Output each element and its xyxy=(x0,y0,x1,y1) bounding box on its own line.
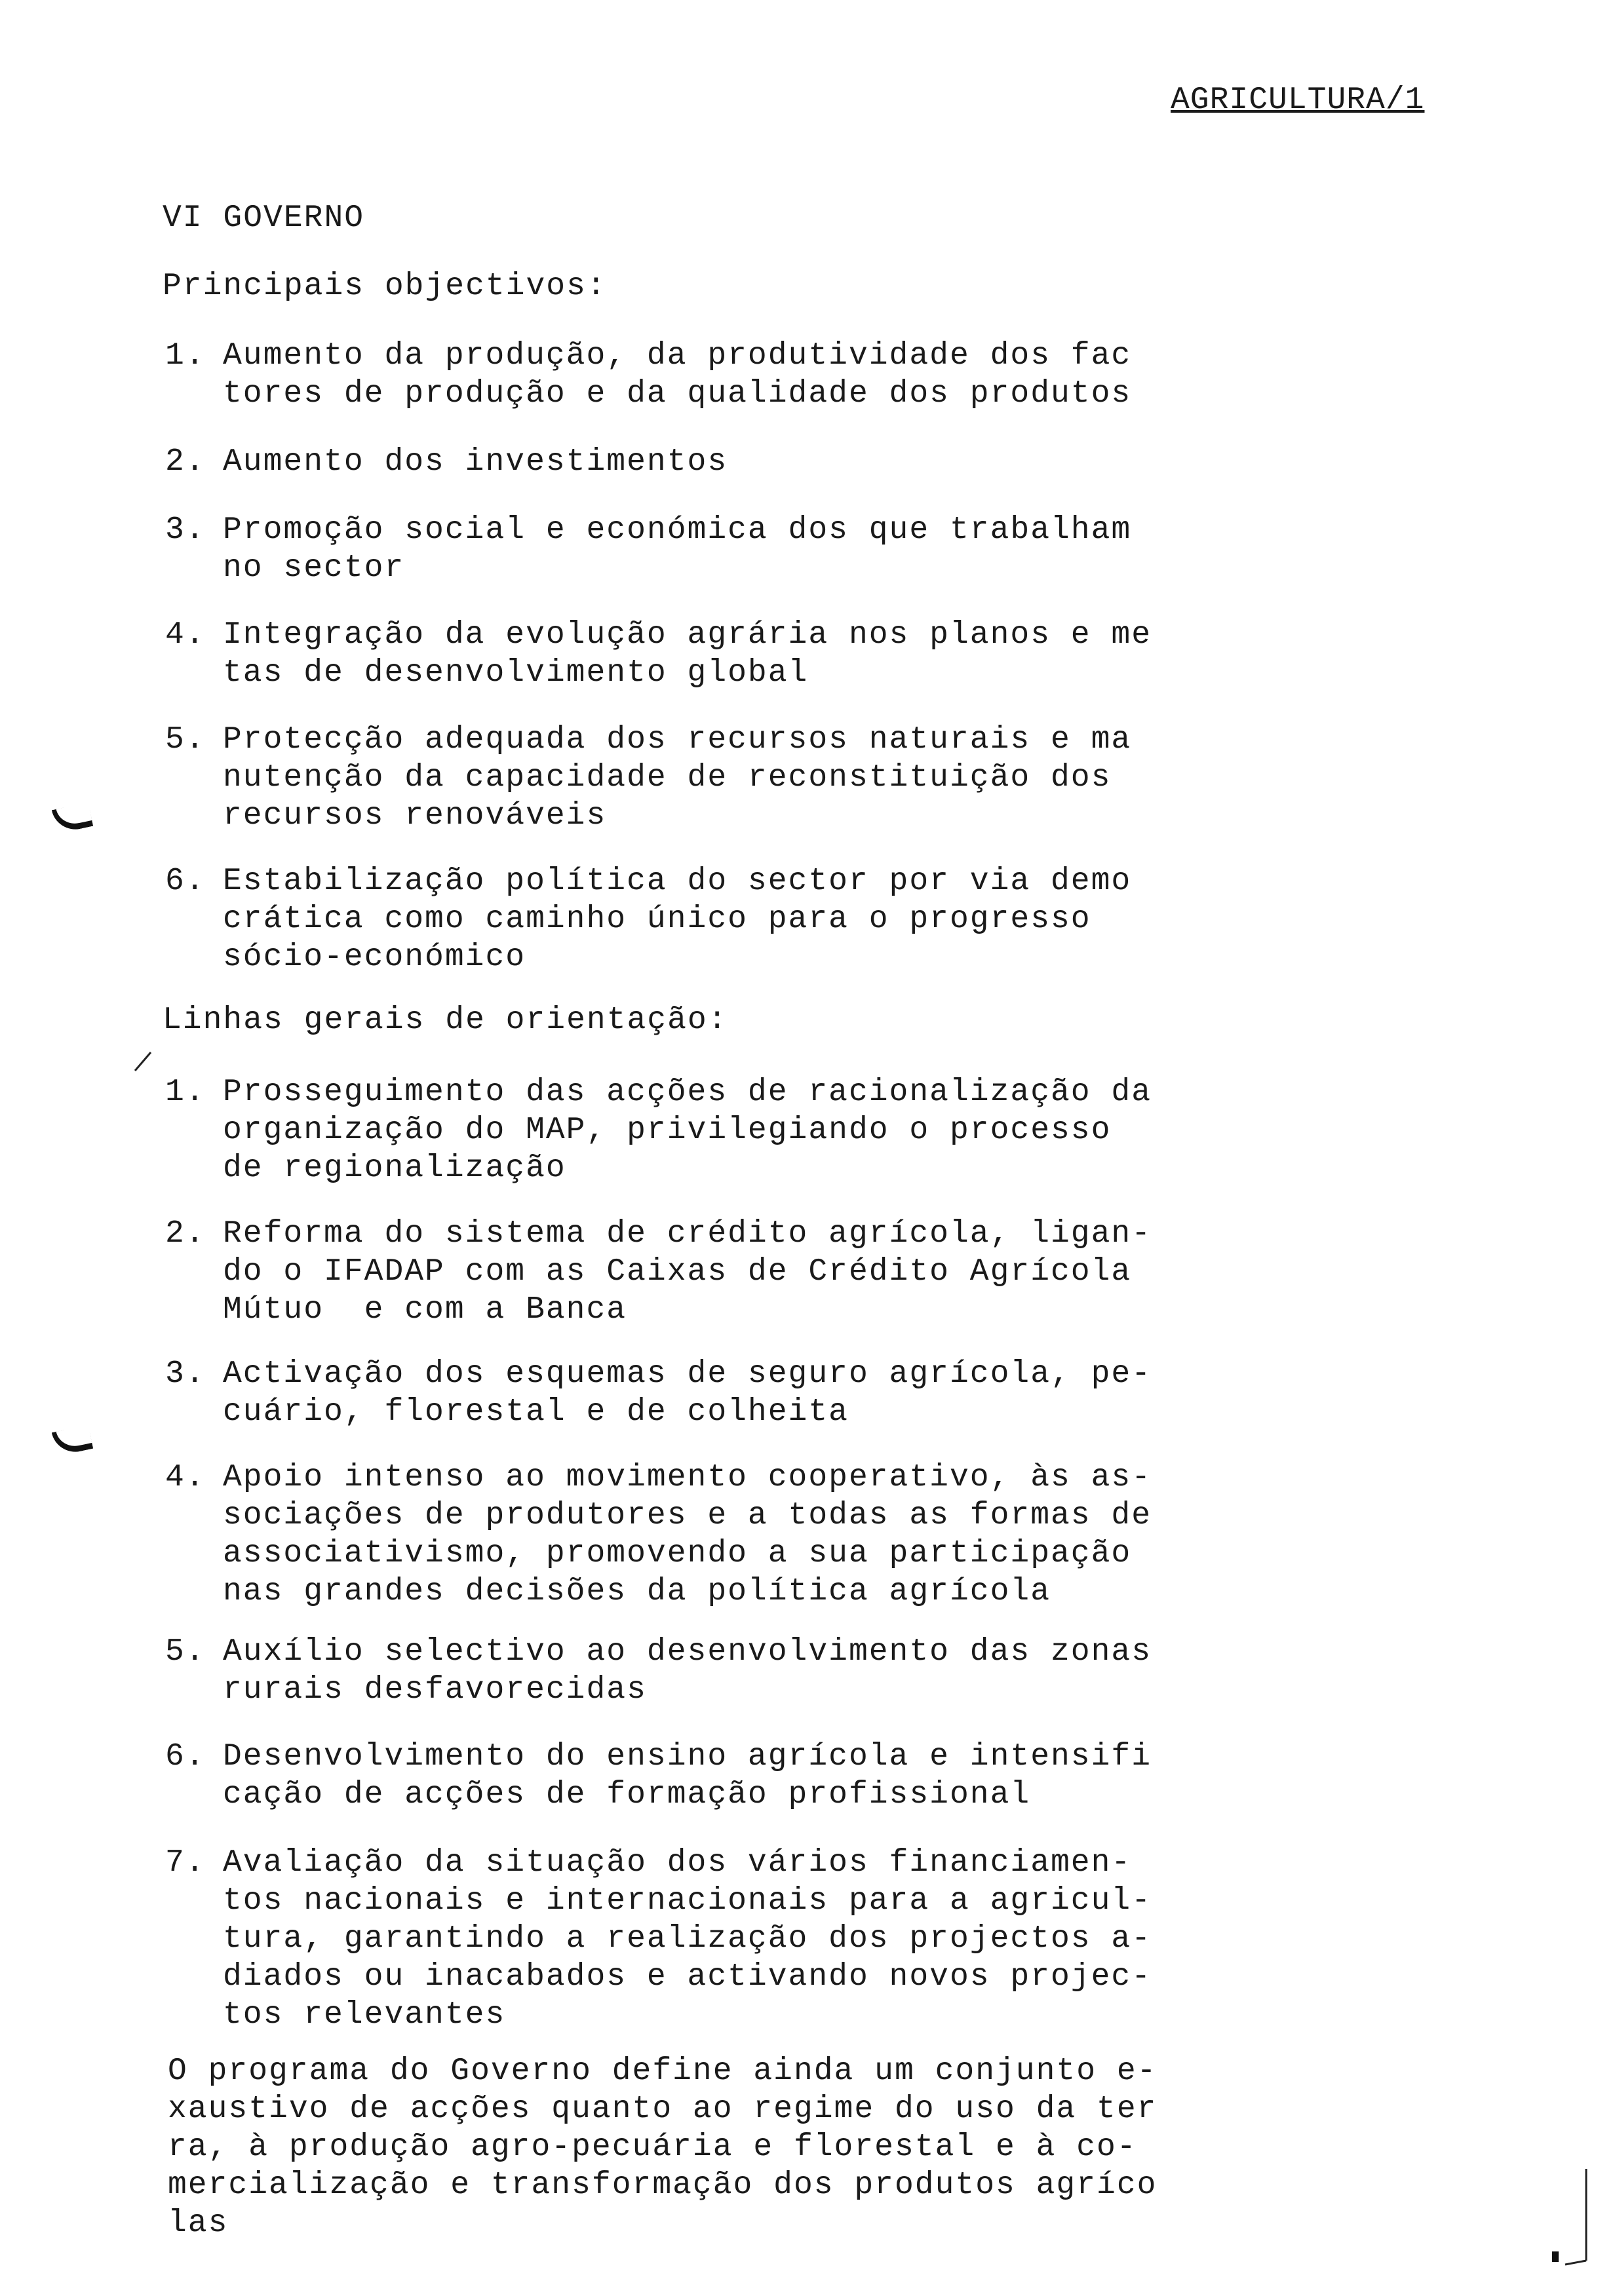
item-text: Integração da evolução agrária nos planos e me tas de desenvolvimento global xyxy=(223,617,1152,691)
objectives-heading: Principais objectivos: xyxy=(163,269,607,304)
document-title: VI GOVERNO xyxy=(163,201,365,236)
item-number: 1. xyxy=(165,1075,206,1110)
item-text: Avaliação da situação dos vários financiamen- tos nacionais e internacionais para a agricul- tura, garantindo a realização dos projectos a- diados ou inacabados e activando novos projec- tos relevantes xyxy=(223,1845,1152,2033)
item-text: Aumento da produção, da produtividade dos fac tores de produção e da qualidade dos produtos xyxy=(223,338,1132,411)
item-number: 5. xyxy=(165,1634,206,1670)
item-number: 4. xyxy=(165,1460,206,1495)
item-number: 7. xyxy=(165,1845,206,1881)
item-number: 3. xyxy=(165,512,206,548)
item-number: 2. xyxy=(165,444,206,480)
item-text: Auxílio selectivo ao desenvolvimento das zonas rurais desfavorecidas xyxy=(223,1634,1152,1708)
item-number: 6. xyxy=(165,864,206,899)
margin-check-mark xyxy=(52,1425,93,1456)
item-text: Protecção adequada dos recursos naturais e ma nutenção da capacidade de reconstituição dos recursos renováveis xyxy=(223,722,1132,833)
pen-stroke-mark xyxy=(131,1048,157,1075)
item-text: Estabilização política do sector por via demo crática como caminho único para o progresso sócio-económico xyxy=(223,864,1132,975)
guidelines-heading: Linhas gerais de orientação: xyxy=(163,1003,728,1038)
item-number: 1. xyxy=(165,338,206,373)
item-number: 5. xyxy=(165,722,206,757)
item-text: Promoção social e económica dos que trabalham no sector xyxy=(223,512,1132,586)
item-text: Prosseguimento das acções de racionalização da organização do MAP, privilegiando o processo de regionalização xyxy=(223,1075,1152,1186)
item-number: 4. xyxy=(165,617,206,653)
item-number: 3. xyxy=(165,1356,206,1392)
item-text: Activação dos esquemas de seguro agrícola, pe- cuário, florestal e de colheita xyxy=(223,1356,1152,1430)
item-text: Apoio intenso ao movimento cooperativo, às as- sociações de produtores e a todas as formas de associativismo, promovendo a sua participação nas grandes decisões da política agrícola xyxy=(223,1460,1152,1609)
item-number: 6. xyxy=(165,1739,206,1774)
corner-crop-mark xyxy=(1552,2169,1591,2267)
item-text: Reforma do sistema de crédito agrícola, ligan- do o IFADAP com as Caixas de Crédito Agrícola Mútuo e com a Banca xyxy=(223,1216,1152,1328)
item-number: 2. xyxy=(165,1216,206,1252)
margin-check-mark xyxy=(52,802,93,833)
item-text: Aumento dos investimentos xyxy=(223,444,728,480)
page-reference: AGRICULTURA/1 xyxy=(1171,83,1425,118)
closing-paragraph: O programa do Governo define ainda um conjunto e- xaustivo de acções quanto ao regime do uso da ter ra, à produção agro-pecuária e florestal e à co- mercialização e transformação dos produtos agríco las xyxy=(168,2054,1158,2241)
item-text: Desenvolvimento do ensino agrícola e intensifi cação de acções de formação profissional xyxy=(223,1739,1152,1812)
